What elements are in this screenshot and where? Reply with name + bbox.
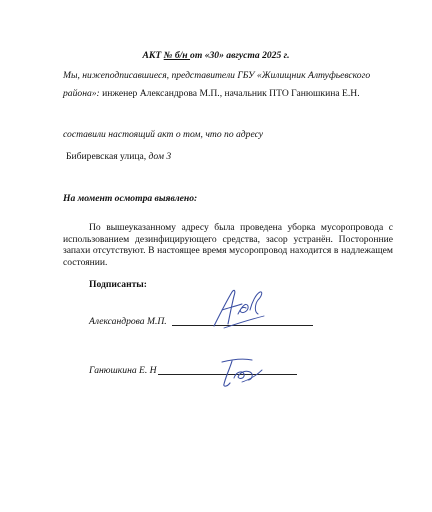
signature-2: [218, 356, 266, 390]
findings-heading: На момент осмотра выявлено:: [63, 193, 198, 204]
act-title: АКТ № б/н от «30» августа 2025 г.: [142, 50, 290, 61]
signature-1: [208, 284, 268, 332]
findings-paragraph: По вышеуказанному адресу была проведена уборка мусоропровода с использованием дезинфицирующего средства, засор устранён. Посторонние запахи отсутствуют. В настоящее время мусоропровод находится в надлежащем состоянии.: [63, 222, 393, 268]
signatories-heading: Подписанты:: [89, 279, 147, 290]
address-intro: составили настоящий акт о том, что по адресу: [63, 129, 264, 140]
signatory-1-name: Александрова М.П.: [89, 316, 167, 327]
address: Бибиревская улица, дом 3: [66, 151, 172, 162]
signatory-2-name: Ганюшкина Е. Н: [89, 365, 157, 376]
intro-line-2: района»: инженер Александрова М.П., начальник ПТО Ганюшкина Е.Н.: [63, 88, 360, 99]
intro-line-1: Мы, нижеподписавшиеся, представители ГБУ «Жилищник Алтуфьевского: [63, 70, 371, 81]
act-number: № б/н: [163, 50, 191, 61]
